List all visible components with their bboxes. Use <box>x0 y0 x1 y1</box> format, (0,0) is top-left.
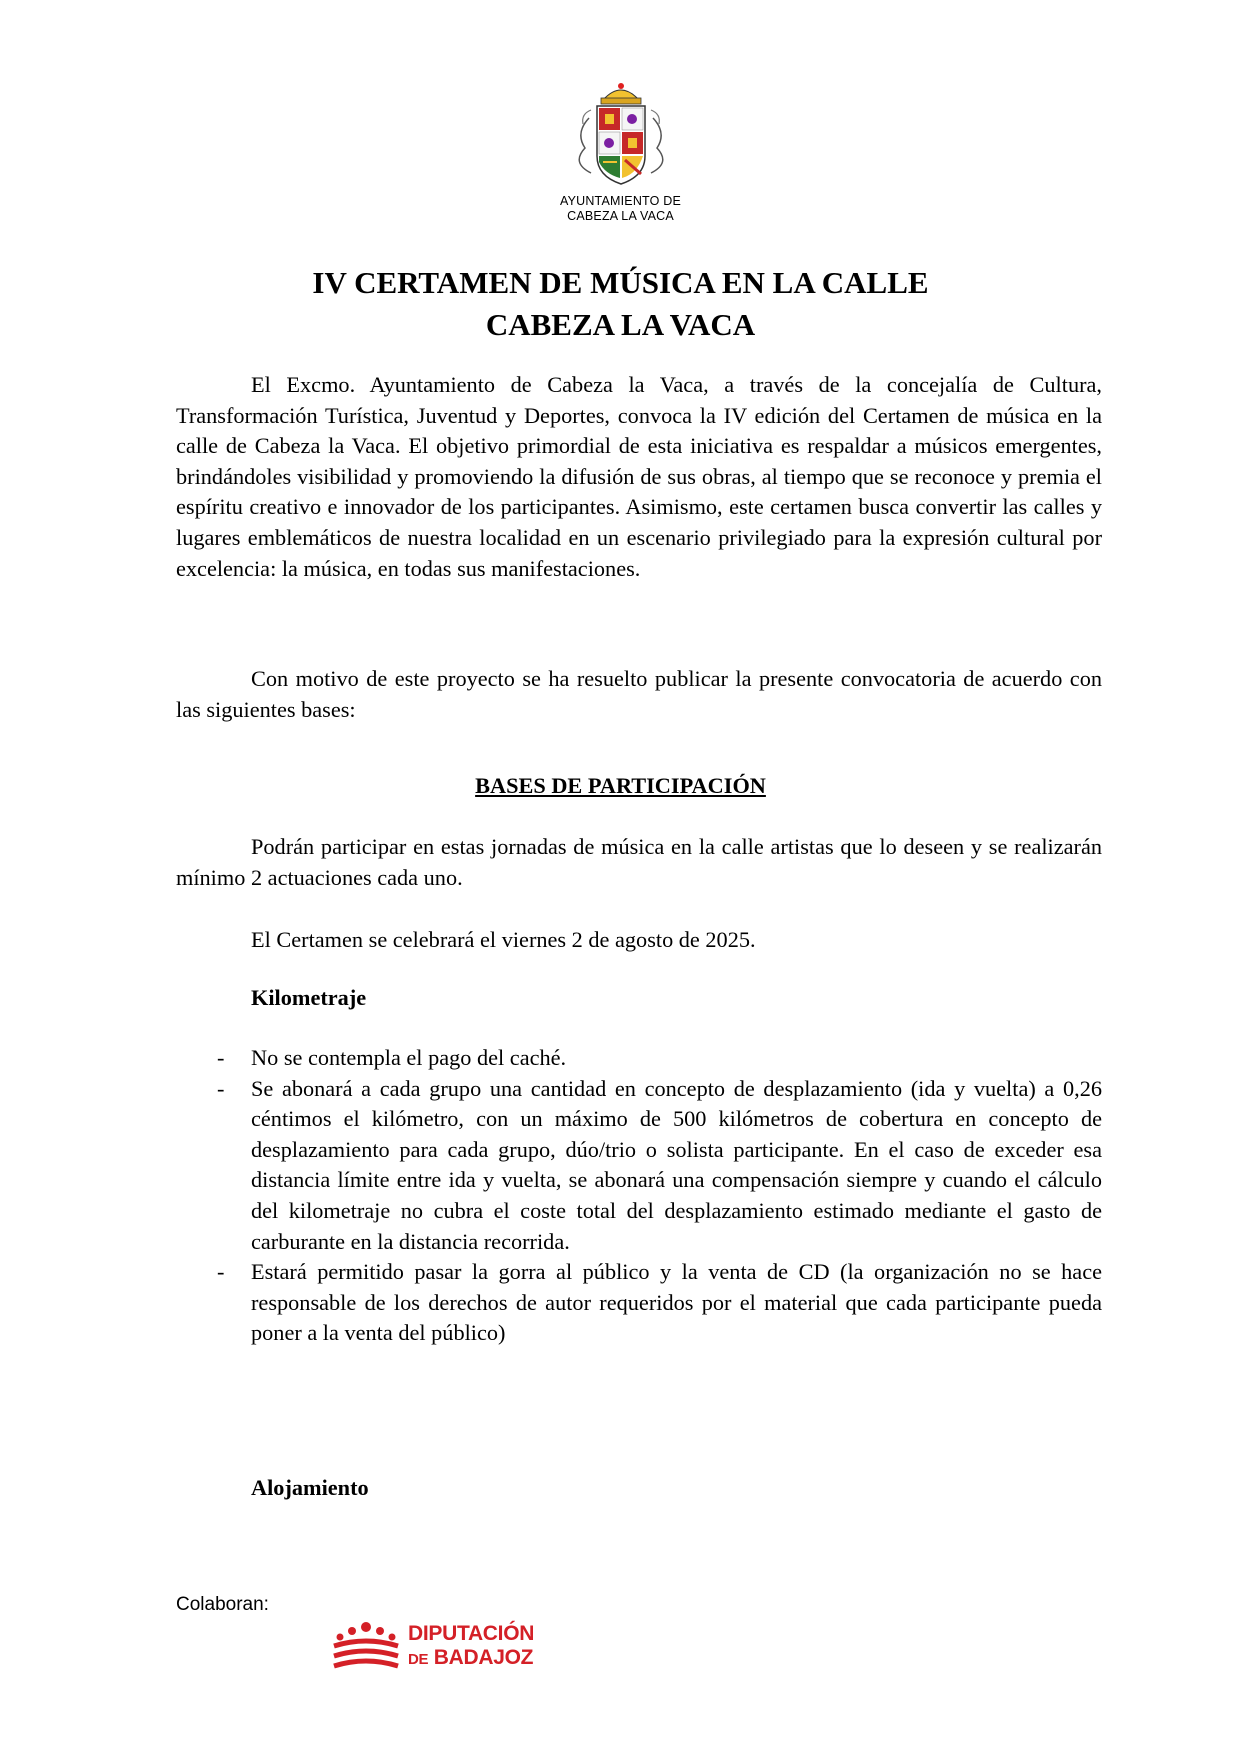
bases-heading: BASES DE PARTICIPACIÓN <box>475 773 766 798</box>
page-header <box>0 78 1241 224</box>
dash-marker: - <box>217 1045 225 1070</box>
title-line2: CABEZA LA VACA <box>485 307 756 342</box>
dash-marker: - <box>217 1075 225 1101</box>
list-item <box>176 1257 1102 1349</box>
list-item <box>176 1074 1102 1258</box>
crest-caption <box>0 194 1241 224</box>
date-paragraph: El Certamen se celebrará el viernes 2 de agosto de 2025. <box>251 927 756 952</box>
list-item <box>176 1043 1102 1074</box>
logo-line2-big: BADAJOZ <box>433 1646 534 1669</box>
kilometraje-heading: Kilometraje <box>251 985 367 1010</box>
list-item-text: Se abonará a cada grupo una cantidad en concepto de desplazamiento (ida y vuelta) a 0,26 céntimos el kilómetro, con un máximo de 500 kilómetros de cobertura en concepto de desplazamiento para cada grupo, dúo/trio o solista participante. En el caso de exceder esa distancia límite entre ida y vuelta, se abonará una compensación siempre y cuando el cálculo del kilometraje no cubra el coste total del desplazamiento estimado mediante el gasto de carburante en la distancia recorrida. <box>251 1075 1102 1254</box>
dash-marker: - <box>217 1259 225 1285</box>
alojamiento-heading: Alojamiento <box>251 1475 369 1500</box>
intro-paragraph: El Excmo. Ayuntamiento de Cabeza la Vaca, a través de la concejalía de Cultura, Transformación Turística, Juventud y Deportes, convoca la IV edición del Certamen de música en la calle de Cabeza la Vaca. El objetivo primordial de esta iniciativa es respaldar a músicos emergentes, brindándoles visibilidad y promoviendo la difusión de sus obras, al tiempo que se reconoce y premia el espíritu creativo e innovador de los participantes. Asimismo, este certamen busca convertir las calles y lugares emblemáticos de nuestra localidad en un escenario privilegiado para la expresión cultural por excelencia: la música, en todas sus manifestaciones. <box>176 372 1102 581</box>
colaboran-label: Colaboran: <box>176 1594 269 1615</box>
coat-of-arms-icon <box>561 78 681 188</box>
logo-line2 <box>408 1646 534 1672</box>
list-item-text: Estará permitido pasar la gorra al público y la venta de CD (la organización no se hace responsable de los derechos de autor requeridos por el material que cada participante pueda poner a la venta del público) <box>251 1259 1102 1346</box>
diputacion-logo-text <box>408 1622 534 1672</box>
document-title <box>0 262 1241 346</box>
kilometraje-list <box>176 1043 1102 1349</box>
diputacion-badajoz-logo <box>330 1620 560 1680</box>
title-line1: IV CERTAMEN DE MÚSICA EN LA CALLE <box>312 265 929 300</box>
list-item-text: No se contempla el pago del caché. <box>251 1045 567 1070</box>
logo-line1: DIPUTACIÓN <box>408 1622 535 1645</box>
diputacion-emblem-icon <box>330 1620 402 1676</box>
crest-caption-line1: AYUNTAMIENTO DE <box>559 194 682 208</box>
crest-caption-line2: CABEZA LA VACA <box>567 209 674 223</box>
logo-line2-small: DE <box>408 1651 429 1668</box>
participation-paragraph: Podrán participar en estas jornadas de música en la calle artistas que lo deseen y se realizarán mínimo 2 actuaciones cada uno. <box>176 834 1102 890</box>
motivo-paragraph: Con motivo de este proyecto se ha resuelto publicar la presente convocatoria de acuerdo con las siguientes bases: <box>176 666 1102 722</box>
